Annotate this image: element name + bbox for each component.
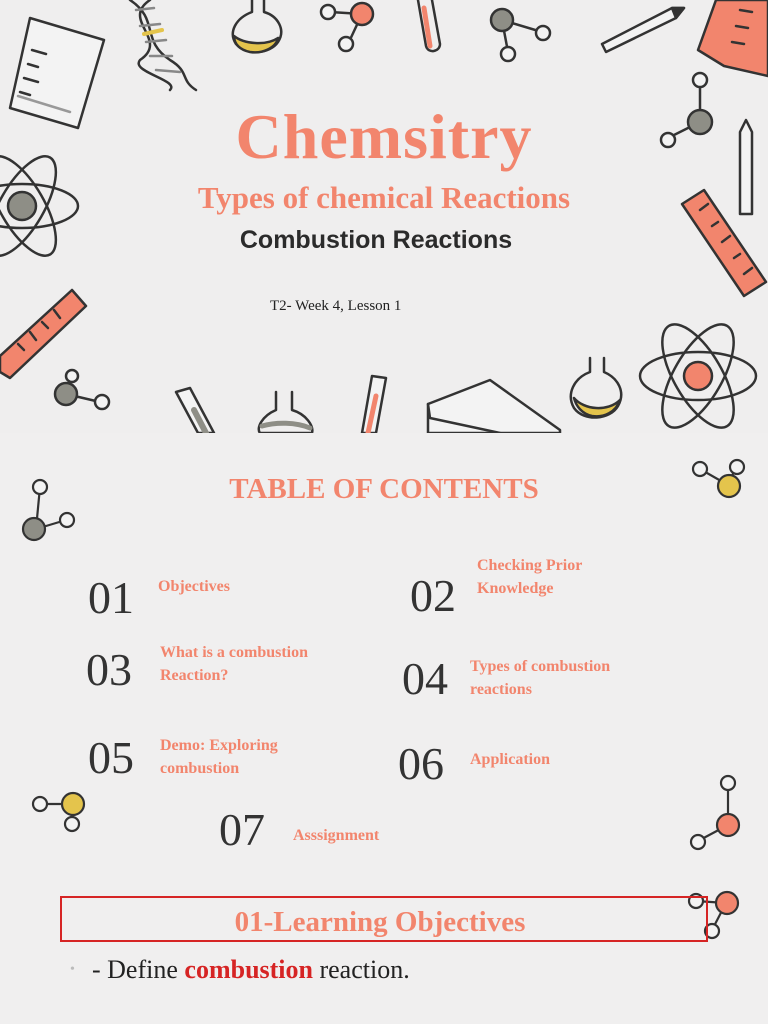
pencil-icon [602,8,684,52]
molecule-icon [491,9,550,61]
book-icon [428,380,560,433]
molecule-icon [55,370,109,409]
molecule-icon [691,776,739,849]
toc-item-assignment[interactable]: Asssignment [293,827,380,844]
toc-item-objectives[interactable]: Objectives [158,578,230,595]
toc-number: 07 [219,804,265,855]
atom-icon [640,314,756,433]
flask-icon [259,392,313,433]
beaker-icon [698,0,768,76]
topic-subtitle: Combustion Reactions [239,226,513,254]
bullet-suffix: reaction. [312,955,410,984]
presentation-title: Chemsitry [235,101,533,172]
lesson-label: T2- Week 4, Lesson 1 [270,298,402,314]
round-flask-icon [571,358,621,418]
presentation-subtitle: Types of chemical Reactions [197,180,571,215]
toc-number: 06 [398,738,444,789]
toc-item-types-of-combustion[interactable]: Types of combustion reactions [470,658,611,698]
ruler-icon [0,290,86,378]
molecule-icon [33,793,84,831]
contents-slide [0,433,768,1024]
test-tube-icon [176,388,214,433]
dna-icon [130,0,196,90]
toc-item-application[interactable]: Application [470,751,551,768]
toc-item-what-is-combustion[interactable]: What is a combustion Reaction? [160,644,309,684]
round-flask-icon [233,0,281,52]
bullet-marker: • [70,962,75,977]
bullet-prefix: - Define [92,955,185,984]
toc-number: 03 [86,644,132,695]
molecule-icon [321,3,373,51]
lab-doodles [0,0,768,433]
toc-number: 04 [402,653,448,704]
toc-heading: TABLE OF CONTENTS [229,473,539,505]
test-tube-icon [362,376,386,433]
bullet-highlight: combustion [184,955,313,984]
objectives-title: 01-Learning Objectives [234,906,526,938]
objective-bullet [92,955,410,985]
toc-item-demo[interactable]: Demo: Exploring combustion [160,737,278,777]
toc-number: 02 [410,570,456,621]
test-tube-icon [418,0,440,51]
toc-item-prior-knowledge[interactable]: Checking Prior Knowledge [477,557,583,597]
toc-number: 01 [88,572,134,623]
title-slide [0,0,768,433]
toc-number: 05 [88,732,134,783]
